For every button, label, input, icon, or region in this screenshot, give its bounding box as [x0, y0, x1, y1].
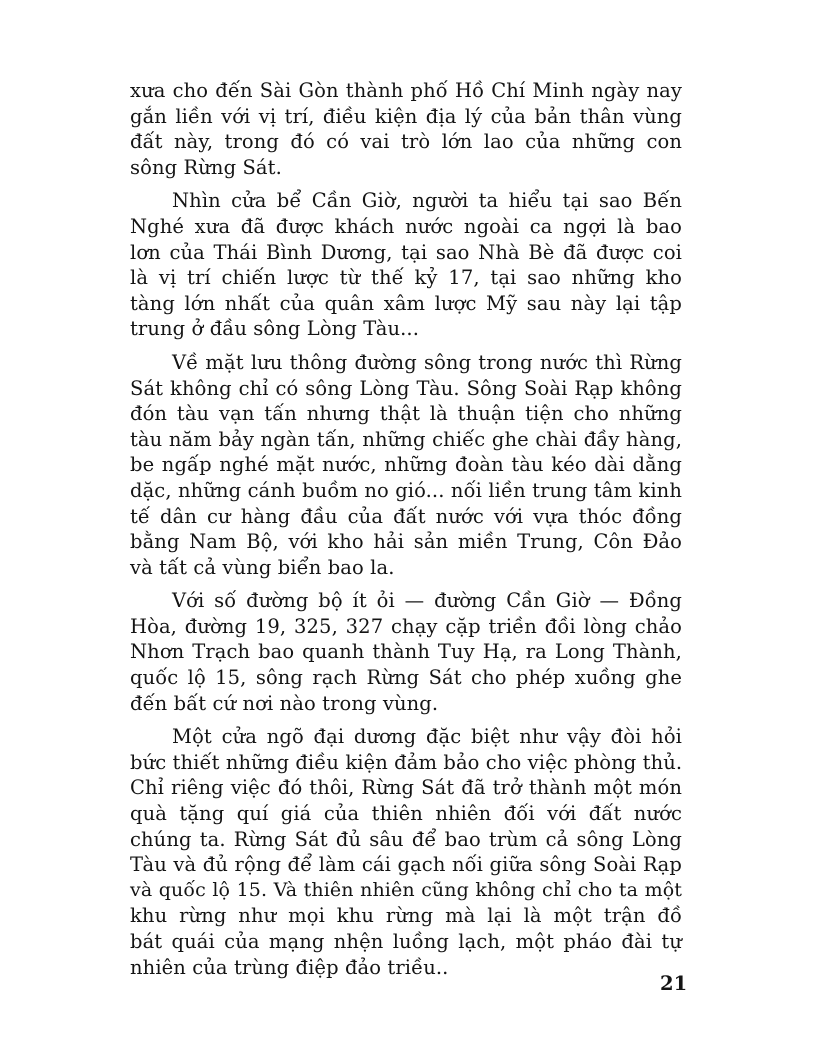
page-body: [130, 78, 682, 988]
text-line: trung ở đầu sông Lòng Tàu...: [130, 317, 420, 341]
text-line: lơn của Thái Bình Dương, tại sao Nhà Bè đã được coi: [130, 240, 682, 264]
text-line: Hòa, đường 19, 325, 327 chạy cặp triền đồi lòng chảo: [130, 614, 682, 638]
text-line: Nghé xưa đã được khách nước ngoài ca ngợi là bao: [130, 214, 682, 238]
text-line: Nhơn Trạch bao quanh thành Tuy Hạ, ra Long Thành,: [130, 640, 682, 664]
text-line: Chỉ riêng việc đó thôi, Rừng Sát đã trở thành một món: [130, 776, 682, 800]
text-line: là vị trí chiến lược từ thế kỷ 17, tại sao những kho: [130, 266, 682, 290]
paragraph-3: [130, 350, 682, 580]
paragraph-1: [130, 78, 682, 180]
text-line: xưa cho đến Sài Gòn thành phố Hồ Chí Minh ngày nay: [130, 79, 682, 102]
text-line: và quốc lộ 15. Và thiên nhiên cũng không chỉ cho ta một: [130, 878, 682, 901]
text-line: tàu năm bảy ngàn tấn, những chiếc ghe chài đầy hàng,: [130, 427, 682, 451]
text-line: Về mặt lưu thông đường sông trong nước thì Rừng: [172, 350, 682, 374]
text-line: đất này, trong đó có vai trò lớn lao của những con: [130, 130, 682, 154]
text-line: Tàu và đủ rộng để làm cái gạch nối giữa sông Soài Rạp: [130, 853, 682, 877]
text-line: tàng lớn nhất của quân xâm lược Mỹ sau này lại tập: [130, 291, 682, 315]
text-line: gắn liền với vị trí, điều kiện địa lý của bản thân vùng: [130, 104, 682, 128]
text-line: Sát không chỉ có sông Lòng Tàu. Sông Soài Rạp không: [130, 376, 682, 400]
text-line: bằng Nam Bộ, với kho hải sản miền Trung, Côn Đảo: [130, 530, 682, 554]
text-line: bức thiết những điều kiện đảm bảo cho việc phòng thủ.: [130, 750, 683, 774]
text-line: nhiên của trùng điệp đảo triều..: [130, 955, 449, 979]
text-line: bát quái của mạng nhện luồng lạch, một pháo đài tự: [130, 930, 682, 953]
text-line: Một cửa ngõ đại dương đặc biệt như vậy đòi hỏi: [172, 725, 682, 749]
text-line: đến bất cứ nơi nào trong vùng.: [130, 691, 439, 715]
text-line: sông Rừng Sát.: [130, 155, 282, 179]
paragraph-5: [130, 724, 682, 980]
paragraph-2: [130, 188, 682, 342]
text-line: quốc lộ 15, sông rạch Rừng Sát cho phép xuồng ghe: [130, 666, 682, 690]
text-line: Với số đường bộ ít ỏi — đường Cần Giờ — Đồng: [172, 589, 682, 613]
text-line: chúng ta. Rừng Sát đủ sâu để bao trùm cả sông Lòng: [130, 827, 682, 851]
text-line: dặc, những cánh buồm no gió... nối liền trung tâm kinh: [130, 478, 682, 502]
text-line: Nhìn cửa bể Cần Giờ, người ta hiểu tại sao Bến: [172, 189, 682, 213]
text-line: đón tàu vạn tấn nhưng thật là thuận tiện cho những: [130, 402, 682, 426]
text-line: khu rừng như mọi khu rừng mà lại là một trận đồ: [130, 904, 682, 928]
text-line: và tất cả vùng biển bao la.: [130, 555, 395, 579]
text-line: tế dân cư hàng đầu của đất nước với vựa thóc đồng: [130, 504, 682, 528]
page-number: 21: [660, 972, 688, 995]
paragraph-4: [130, 588, 682, 716]
text-line: be ngấp nghé mặt nước, những đoàn tàu kéo dài dằng: [130, 453, 682, 477]
text-line: quà tặng quí giá của thiên nhiên đối với đất nước: [130, 802, 682, 826]
